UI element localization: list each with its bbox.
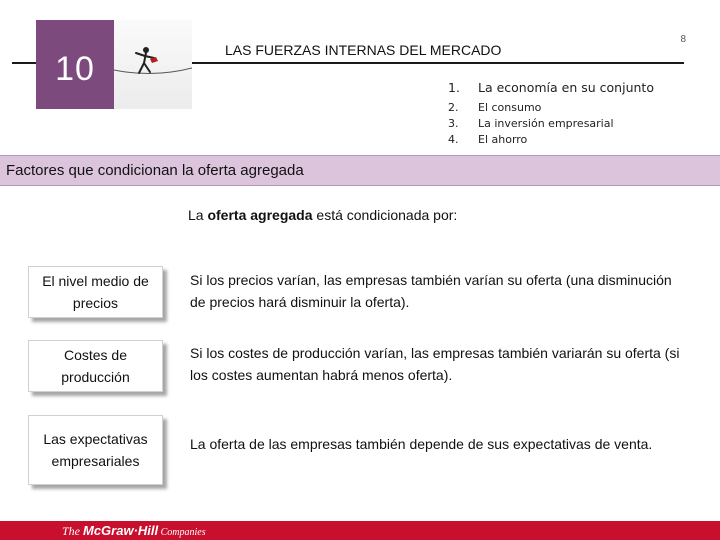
factor-box-precios: El nivel medio de precios [28,266,163,318]
factor-box-costes: Costes de producción [28,340,163,392]
intro-emphasis: oferta agregada [207,207,313,223]
topic-item-3: 3. La inversión empresarial [448,117,614,130]
tightrope-walker-icon [114,20,192,109]
topic-item-1: 1. La economía en su conjunto [448,78,713,98]
topic-item-2: 2. El consumo [448,101,542,114]
topic-label: El consumo [478,101,542,114]
factor-box-expectativas: Las expectativas empresariales [28,415,163,485]
factor-description-costes: Si los costes de producción varían, las empresas también variarán su oferta (si los costes aumentan habrá menos oferta). [190,345,680,383]
publisher-logo: The McGraw·Hill Companies [62,523,206,538]
intro-sentence: La oferta agregada está condicionada por: [188,207,458,223]
factor-description-expectativas: La oferta de las empresas también depende de sus expectativas de venta. [190,436,653,452]
topic-label: La economía en su conjunto [478,80,654,95]
slide-subtitle: Factores que condicionan la oferta agregada [6,162,304,179]
factor-description-precios: Si los precios varían, las empresas también varían su oferta (una disminución de precios hará disminuir la oferta). [190,272,672,310]
topic-list [448,78,713,148]
chapter-number: 10 [55,50,95,88]
slide-number: 8 [680,34,686,45]
topic-item-4: 4. El ahorro [448,133,528,146]
section-title: LAS FUERZAS INTERNAS DEL MERCADO [225,42,502,58]
topic-label: El ahorro [478,133,528,146]
topic-label: La inversión empresarial [478,117,614,130]
